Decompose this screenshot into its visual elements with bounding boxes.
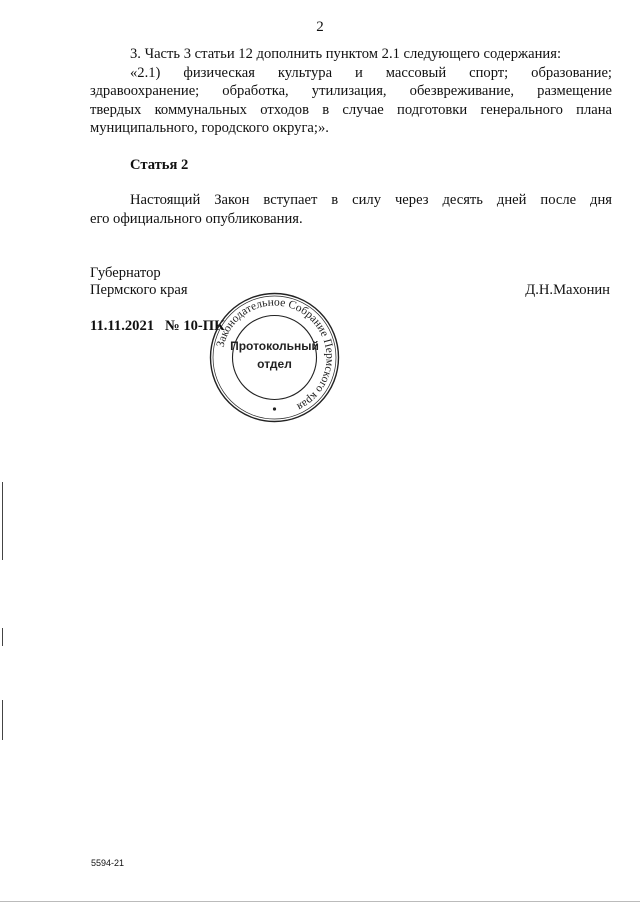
governor-title-line-2: Пермского края bbox=[90, 282, 188, 298]
governor-title bbox=[90, 265, 188, 299]
amendment-paragraph bbox=[90, 45, 612, 138]
amendment-line-4: твердых коммунальных отходов в случае подготовки генерального плана bbox=[90, 101, 612, 118]
stamp-dot bbox=[273, 407, 276, 410]
article-2-line-2: его официального опубликования. bbox=[90, 210, 303, 227]
scan-bottom-edge bbox=[0, 901, 640, 902]
law-number: № 10-ПК bbox=[165, 318, 225, 334]
scan-edge-mark bbox=[2, 482, 3, 560]
stamp-center-line-1: Протокольный bbox=[230, 339, 319, 353]
official-stamp bbox=[207, 290, 342, 425]
article-2-paragraph bbox=[90, 191, 612, 228]
amendment-line-5: муниципального, городского округа;». bbox=[90, 120, 329, 136]
scan-edge-mark bbox=[2, 700, 3, 740]
page-number: 2 bbox=[316, 19, 324, 35]
stamp-center-line-2: отдел bbox=[257, 357, 292, 371]
stamp-ring-textpath: Законодательное Собрание Пермского края bbox=[214, 296, 336, 413]
article-2-heading: Статья 2 bbox=[130, 157, 189, 173]
footer-document-code: 5594-21 bbox=[91, 858, 125, 868]
scan-edge-mark bbox=[2, 628, 3, 646]
law-date: 11.11.2021 bbox=[90, 318, 155, 334]
amendment-line-3: здравоохранение; обработка, утилизация, обезвреживание, размещение bbox=[90, 83, 612, 99]
amendment-line-2: «2.1) физическая культура и массовый спорт; образование; bbox=[130, 64, 612, 81]
amendment-line-1: 3. Часть 3 статьи 12 дополнить пунктом 2.1 следующего содержания: bbox=[130, 46, 561, 62]
law-date-number bbox=[90, 318, 225, 335]
governor-title-line-1: Губернатор bbox=[90, 265, 161, 281]
article-2-line-1: Настоящий Закон вступает в силу через десять дней после дня bbox=[130, 192, 612, 208]
governor-name: Д.Н.Махонин bbox=[525, 282, 610, 298]
